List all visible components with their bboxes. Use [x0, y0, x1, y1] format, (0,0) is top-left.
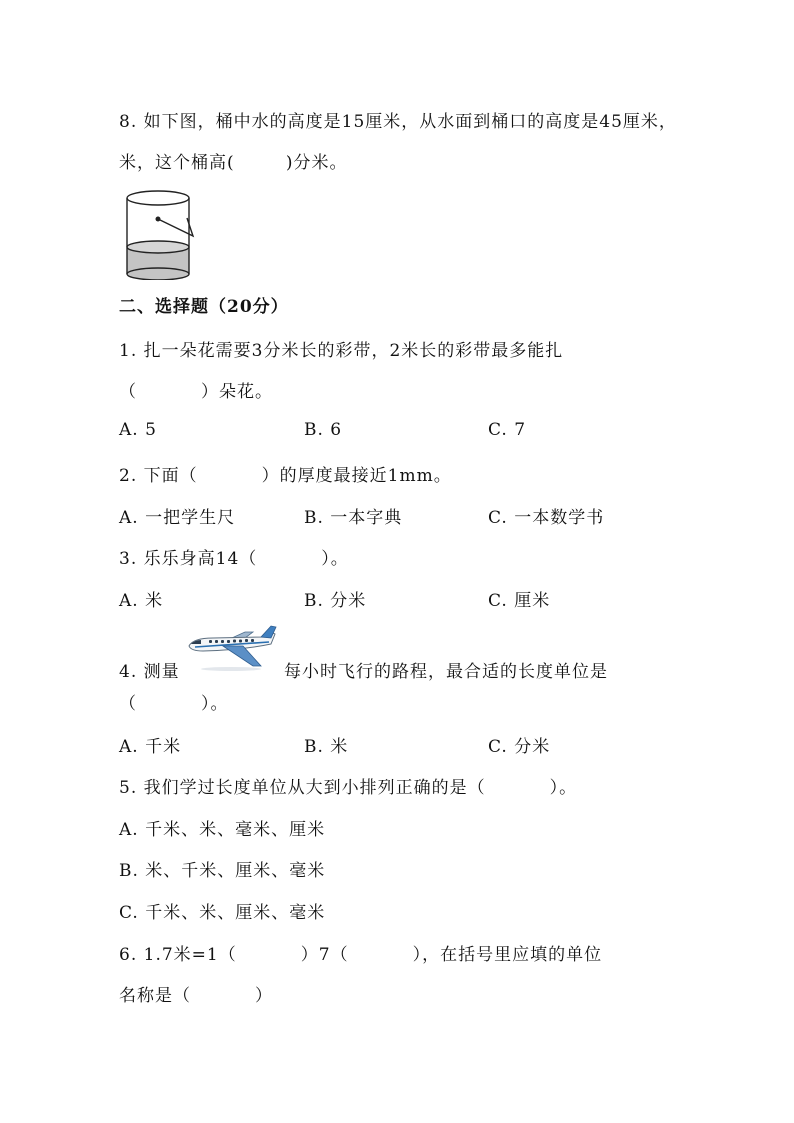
q5-option-c: C. 千米、米、厘米、毫米 [119, 903, 326, 923]
handle-pivot [156, 217, 161, 222]
q4-prefix: 4. 测量 [119, 662, 180, 682]
plane-wing-front [223, 646, 261, 666]
bucket-bottom [127, 268, 189, 280]
bucket-handle [158, 218, 193, 236]
q4-suffix: 每小时飞行的路程，最合适的长度单位是 [284, 662, 608, 682]
q2-option-b: B. 一本字典 [304, 508, 403, 528]
q4-option-a: A. 千米 [119, 737, 182, 757]
q5-option-a: A. 千米、米、毫米、厘米 [119, 820, 326, 840]
q1-line1: 1. 扎一朵花需要3分米长的彩带，2米长的彩带最多能扎 [119, 341, 564, 361]
q5-text: 5. 我们学过长度单位从大到小排列正确的是（ ）。 [119, 778, 578, 798]
q3-text: 3. 乐乐身高14（ ）。 [119, 549, 349, 569]
q4-option-c: C. 分米 [488, 737, 551, 757]
q2-option-a: A. 一把学生尺 [119, 508, 236, 528]
q1-option-c: C. 7 [488, 420, 527, 440]
q6-line1: 6. 1.7米=1（ ）7（ ），在括号里应填的单位 [119, 945, 603, 965]
q1-line2: （ ）朵花。 [119, 382, 274, 402]
plane-shadow [201, 667, 261, 671]
q4-option-b: B. 米 [304, 737, 349, 757]
bucket-illustration [121, 188, 197, 280]
airplane-illustration [183, 624, 279, 672]
q3-option-c: C. 厘米 [488, 591, 551, 611]
q2-text: 2. 下面（ ）的厚度最接近1mm。 [119, 466, 452, 486]
water-surface [127, 241, 189, 253]
q1-option-b: B. 6 [304, 420, 343, 440]
q3-option-a: A. 米 [119, 591, 164, 611]
q8-line1: 8. 如下图，桶中水的高度是15厘米，从水面到桶口的高度是45厘米， [119, 112, 677, 132]
section2-heading: 二、选择题（20分） [119, 297, 289, 317]
q4-line2: （ ）。 [119, 694, 229, 714]
q1-option-a: A. 5 [119, 420, 157, 440]
q8-line2: 米，这个桶高( )分米。 [119, 153, 348, 173]
q2-option-c: C. 一本数学书 [488, 508, 605, 528]
bucket-rim [127, 191, 189, 205]
q6-line2: 名称是（ ） [119, 986, 274, 1006]
q3-option-b: B. 分米 [304, 591, 367, 611]
q5-option-b: B. 米、千米、厘米、毫米 [119, 861, 326, 881]
